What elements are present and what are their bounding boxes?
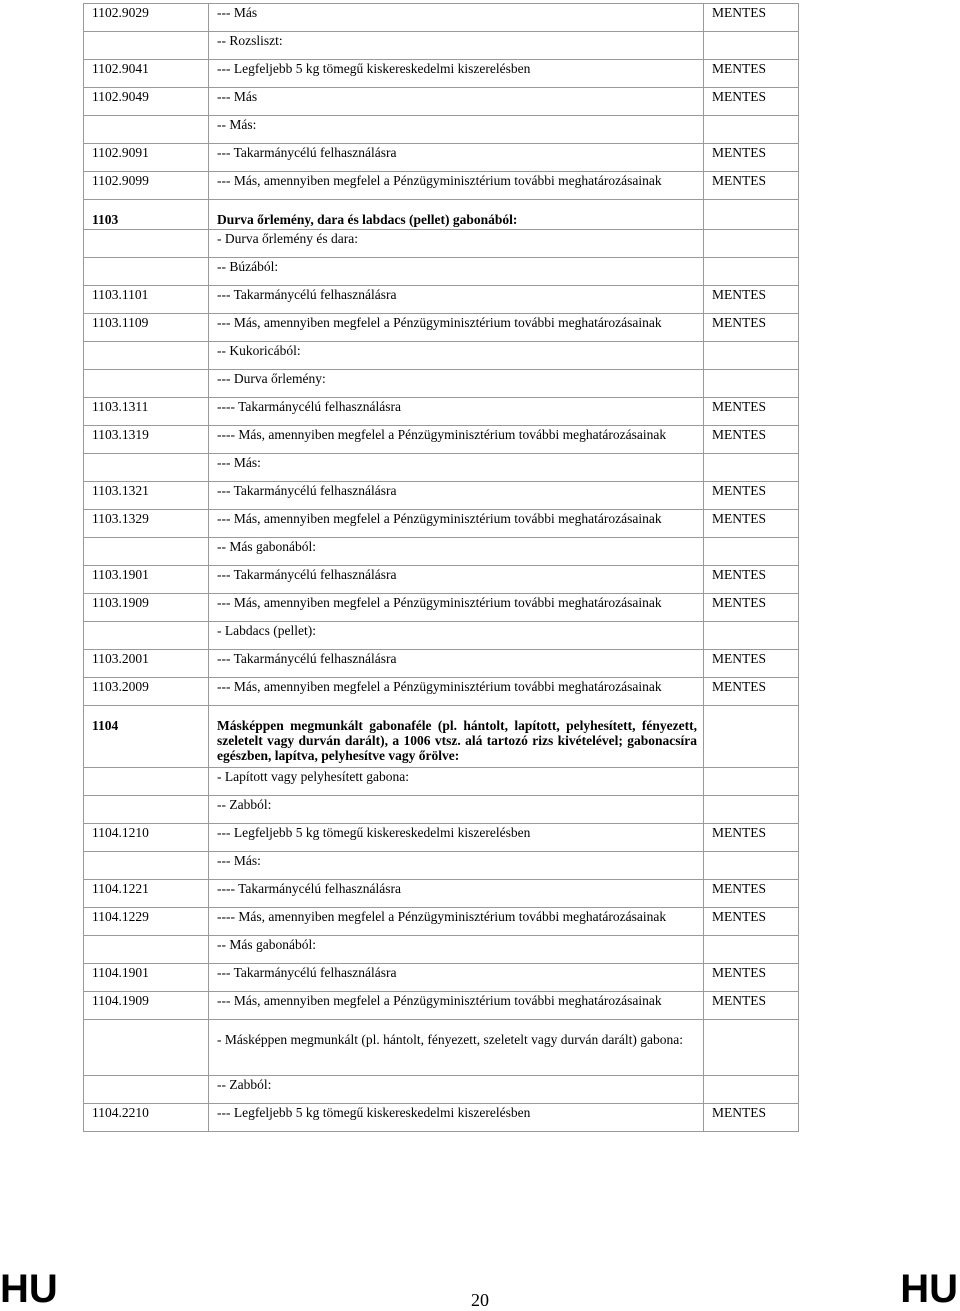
duty-rate-cell: MENTES <box>704 1104 799 1132</box>
duty-rate-cell: MENTES <box>704 482 799 510</box>
table-row <box>84 992 799 1020</box>
tariff-code-cell: 1102.9099 <box>84 172 209 200</box>
description-cell: --- Más: <box>209 852 704 880</box>
table-row <box>84 398 799 426</box>
table-row <box>84 678 799 706</box>
table-row <box>84 482 799 510</box>
table-row <box>84 314 799 342</box>
tariff-code-cell: 1104.1221 <box>84 880 209 908</box>
tariff-code-cell <box>84 852 209 880</box>
duty-rate-cell <box>704 768 799 796</box>
tariff-table <box>83 3 799 1132</box>
tariff-code-cell: 1103.1329 <box>84 510 209 538</box>
duty-rate-cell: MENTES <box>704 650 799 678</box>
tariff-code-cell: 1103.1319 <box>84 426 209 454</box>
description-cell: --- Legfeljebb 5 kg tömegű kiskereskedelmi kiszerelésben <box>209 60 704 88</box>
description-cell: -- Zabból: <box>209 1076 704 1104</box>
tariff-code-cell <box>84 1020 209 1076</box>
duty-rate-cell <box>704 370 799 398</box>
tariff-code-cell: 1102.9041 <box>84 60 209 88</box>
tariff-code-cell <box>84 116 209 144</box>
description-cell: - Másképpen megmunkált (pl. hántolt, fényezett, szeletelt vagy durván darált) gabona: <box>209 1020 704 1076</box>
tariff-code-cell: 1104.2210 <box>84 1104 209 1132</box>
description-cell: --- Más, amennyiben megfelel a Pénzügyminisztérium további meghatározásainak <box>209 510 704 538</box>
tariff-code-cell: 1102.9091 <box>84 144 209 172</box>
table-row <box>84 286 799 314</box>
description-cell: --- Más <box>209 4 704 32</box>
tariff-code-cell <box>84 230 209 258</box>
tariff-code-cell <box>84 936 209 964</box>
tariff-code-cell: 1104.1229 <box>84 908 209 936</box>
duty-rate-cell: MENTES <box>704 4 799 32</box>
table-row <box>84 258 799 286</box>
table-row <box>84 144 799 172</box>
duty-rate-cell: MENTES <box>704 594 799 622</box>
table-row <box>84 4 799 32</box>
table-row <box>84 796 799 824</box>
duty-rate-cell <box>704 32 799 60</box>
duty-rate-cell <box>704 706 799 768</box>
duty-rate-cell: MENTES <box>704 398 799 426</box>
table-row <box>84 32 799 60</box>
description-cell: --- Durva őrlemény: <box>209 370 704 398</box>
duty-rate-cell: MENTES <box>704 678 799 706</box>
tariff-code-cell: 1102.9049 <box>84 88 209 116</box>
description-cell: --- Legfeljebb 5 kg tömegű kiskereskedelmi kiszerelésben <box>209 1104 704 1132</box>
description-cell: --- Takarmánycélú felhasználásra <box>209 286 704 314</box>
table-row <box>84 622 799 650</box>
tariff-code-cell <box>84 32 209 60</box>
table-row <box>84 852 799 880</box>
tariff-table-body <box>84 4 799 1132</box>
description-cell: -- Búzából: <box>209 258 704 286</box>
description-cell: --- Takarmánycélú felhasználásra <box>209 482 704 510</box>
duty-rate-cell <box>704 538 799 566</box>
tariff-code-cell: 1103.1109 <box>84 314 209 342</box>
table-row <box>84 1076 799 1104</box>
description-cell: -- Más gabonából: <box>209 538 704 566</box>
description-cell: --- Más, amennyiben megfelel a Pénzügyminisztérium további meghatározásainak <box>209 172 704 200</box>
description-cell: --- Más, amennyiben megfelel a Pénzügyminisztérium további meghatározásainak <box>209 314 704 342</box>
tariff-code-cell: 1104.1210 <box>84 824 209 852</box>
duty-rate-cell <box>704 1020 799 1076</box>
tariff-code-cell: 1103.2009 <box>84 678 209 706</box>
table-row <box>84 824 799 852</box>
table-row <box>84 1020 799 1076</box>
description-cell: - Durva őrlemény és dara: <box>209 230 704 258</box>
table-row <box>84 426 799 454</box>
duty-rate-cell: MENTES <box>704 314 799 342</box>
table-row <box>84 454 799 482</box>
tariff-code-cell: 1103.2001 <box>84 650 209 678</box>
table-row <box>84 538 799 566</box>
table-row <box>84 510 799 538</box>
description-cell: --- Más <box>209 88 704 116</box>
duty-rate-cell: MENTES <box>704 60 799 88</box>
duty-rate-cell: MENTES <box>704 144 799 172</box>
description-cell: --- Takarmánycélú felhasználásra <box>209 566 704 594</box>
duty-rate-cell: MENTES <box>704 908 799 936</box>
duty-rate-cell: MENTES <box>704 992 799 1020</box>
description-cell: -- Zabból: <box>209 796 704 824</box>
description-cell: Durva őrlemény, dara és labdacs (pellet) gabonából: <box>209 200 704 230</box>
tariff-code-cell <box>84 796 209 824</box>
description-cell: ---- Takarmánycélú felhasználásra <box>209 398 704 426</box>
duty-rate-cell: MENTES <box>704 286 799 314</box>
tariff-code-cell: 1103.1101 <box>84 286 209 314</box>
tariff-code-cell <box>84 622 209 650</box>
description-cell: --- Más, amennyiben megfelel a Pénzügyminisztérium további meghatározásainak <box>209 594 704 622</box>
tariff-code-cell <box>84 1076 209 1104</box>
tariff-code-cell: 1103.1909 <box>84 594 209 622</box>
duty-rate-cell: MENTES <box>704 88 799 116</box>
duty-rate-cell: MENTES <box>704 824 799 852</box>
tariff-code-cell <box>84 370 209 398</box>
description-cell: -- Kukoricából: <box>209 342 704 370</box>
tariff-code-cell: 1102.9029 <box>84 4 209 32</box>
description-cell: -- Más gabonából: <box>209 936 704 964</box>
table-row <box>84 566 799 594</box>
description-cell: ---- Más, amennyiben megfelel a Pénzügyminisztérium további meghatározásainak <box>209 426 704 454</box>
tariff-code-cell: 1103 <box>84 200 209 230</box>
duty-rate-cell <box>704 936 799 964</box>
table-row <box>84 706 799 768</box>
description-cell: --- Takarmánycélú felhasználásra <box>209 650 704 678</box>
description-cell: -- Rozsliszt: <box>209 32 704 60</box>
duty-rate-cell <box>704 230 799 258</box>
description-cell: --- Takarmánycélú felhasználásra <box>209 964 704 992</box>
table-row <box>84 936 799 964</box>
description-cell: - Lapított vagy pelyhesített gabona: <box>209 768 704 796</box>
table-row <box>84 172 799 200</box>
table-row <box>84 88 799 116</box>
tariff-code-cell: 1103.1311 <box>84 398 209 426</box>
duty-rate-cell: MENTES <box>704 172 799 200</box>
description-cell: ---- Takarmánycélú felhasználásra <box>209 880 704 908</box>
table-row <box>84 880 799 908</box>
tariff-code-cell: 1104 <box>84 706 209 768</box>
duty-rate-cell: MENTES <box>704 880 799 908</box>
duty-rate-cell <box>704 342 799 370</box>
description-cell: --- Más, amennyiben megfelel a Pénzügyminisztérium további meghatározásainak <box>209 992 704 1020</box>
description-cell: -- Más: <box>209 116 704 144</box>
description-cell: --- Takarmánycélú felhasználásra <box>209 144 704 172</box>
description-cell: - Labdacs (pellet): <box>209 622 704 650</box>
tariff-code-cell: 1104.1909 <box>84 992 209 1020</box>
duty-rate-cell <box>704 852 799 880</box>
table-row <box>84 230 799 258</box>
table-row <box>84 342 799 370</box>
table-row <box>84 964 799 992</box>
tariff-code-cell <box>84 768 209 796</box>
table-row <box>84 768 799 796</box>
duty-rate-cell <box>704 796 799 824</box>
duty-rate-cell <box>704 454 799 482</box>
table-row <box>84 908 799 936</box>
duty-rate-cell <box>704 258 799 286</box>
tariff-code-cell: 1103.1901 <box>84 566 209 594</box>
duty-rate-cell <box>704 200 799 230</box>
footer-country-code-right: HU <box>900 1267 958 1311</box>
footer-country-code-left: HU <box>0 1267 58 1311</box>
table-row <box>84 200 799 230</box>
description-cell: --- Más, amennyiben megfelel a Pénzügyminisztérium további meghatározásainak <box>209 678 704 706</box>
tariff-code-cell: 1104.1901 <box>84 964 209 992</box>
tariff-code-cell <box>84 258 209 286</box>
duty-rate-cell: MENTES <box>704 566 799 594</box>
tariff-code-cell: 1103.1321 <box>84 482 209 510</box>
table-row <box>84 116 799 144</box>
table-row <box>84 370 799 398</box>
duty-rate-cell: MENTES <box>704 964 799 992</box>
duty-rate-cell <box>704 1076 799 1104</box>
duty-rate-cell <box>704 622 799 650</box>
table-row <box>84 650 799 678</box>
tariff-code-cell <box>84 454 209 482</box>
duty-rate-cell <box>704 116 799 144</box>
description-cell: --- Legfeljebb 5 kg tömegű kiskereskedelmi kiszerelésben <box>209 824 704 852</box>
description-cell: Másképpen megmunkált gabonaféle (pl. hántolt, lapított, pelyhesített, fényezett, szeletelt vagy durván darált), a 1006 vtsz. alá tartozó rizs kivételével; gabonacsíra egészben, lapítva, pelyhesítve vagy őrölve: <box>209 706 704 768</box>
table-row <box>84 594 799 622</box>
description-cell: --- Más: <box>209 454 704 482</box>
duty-rate-cell: MENTES <box>704 510 799 538</box>
table-row <box>84 60 799 88</box>
duty-rate-cell: MENTES <box>704 426 799 454</box>
tariff-code-cell <box>84 538 209 566</box>
table-row <box>84 1104 799 1132</box>
description-cell: ---- Más, amennyiben megfelel a Pénzügyminisztérium további meghatározásainak <box>209 908 704 936</box>
tariff-code-cell <box>84 342 209 370</box>
page-number: 20 <box>471 1290 489 1310</box>
